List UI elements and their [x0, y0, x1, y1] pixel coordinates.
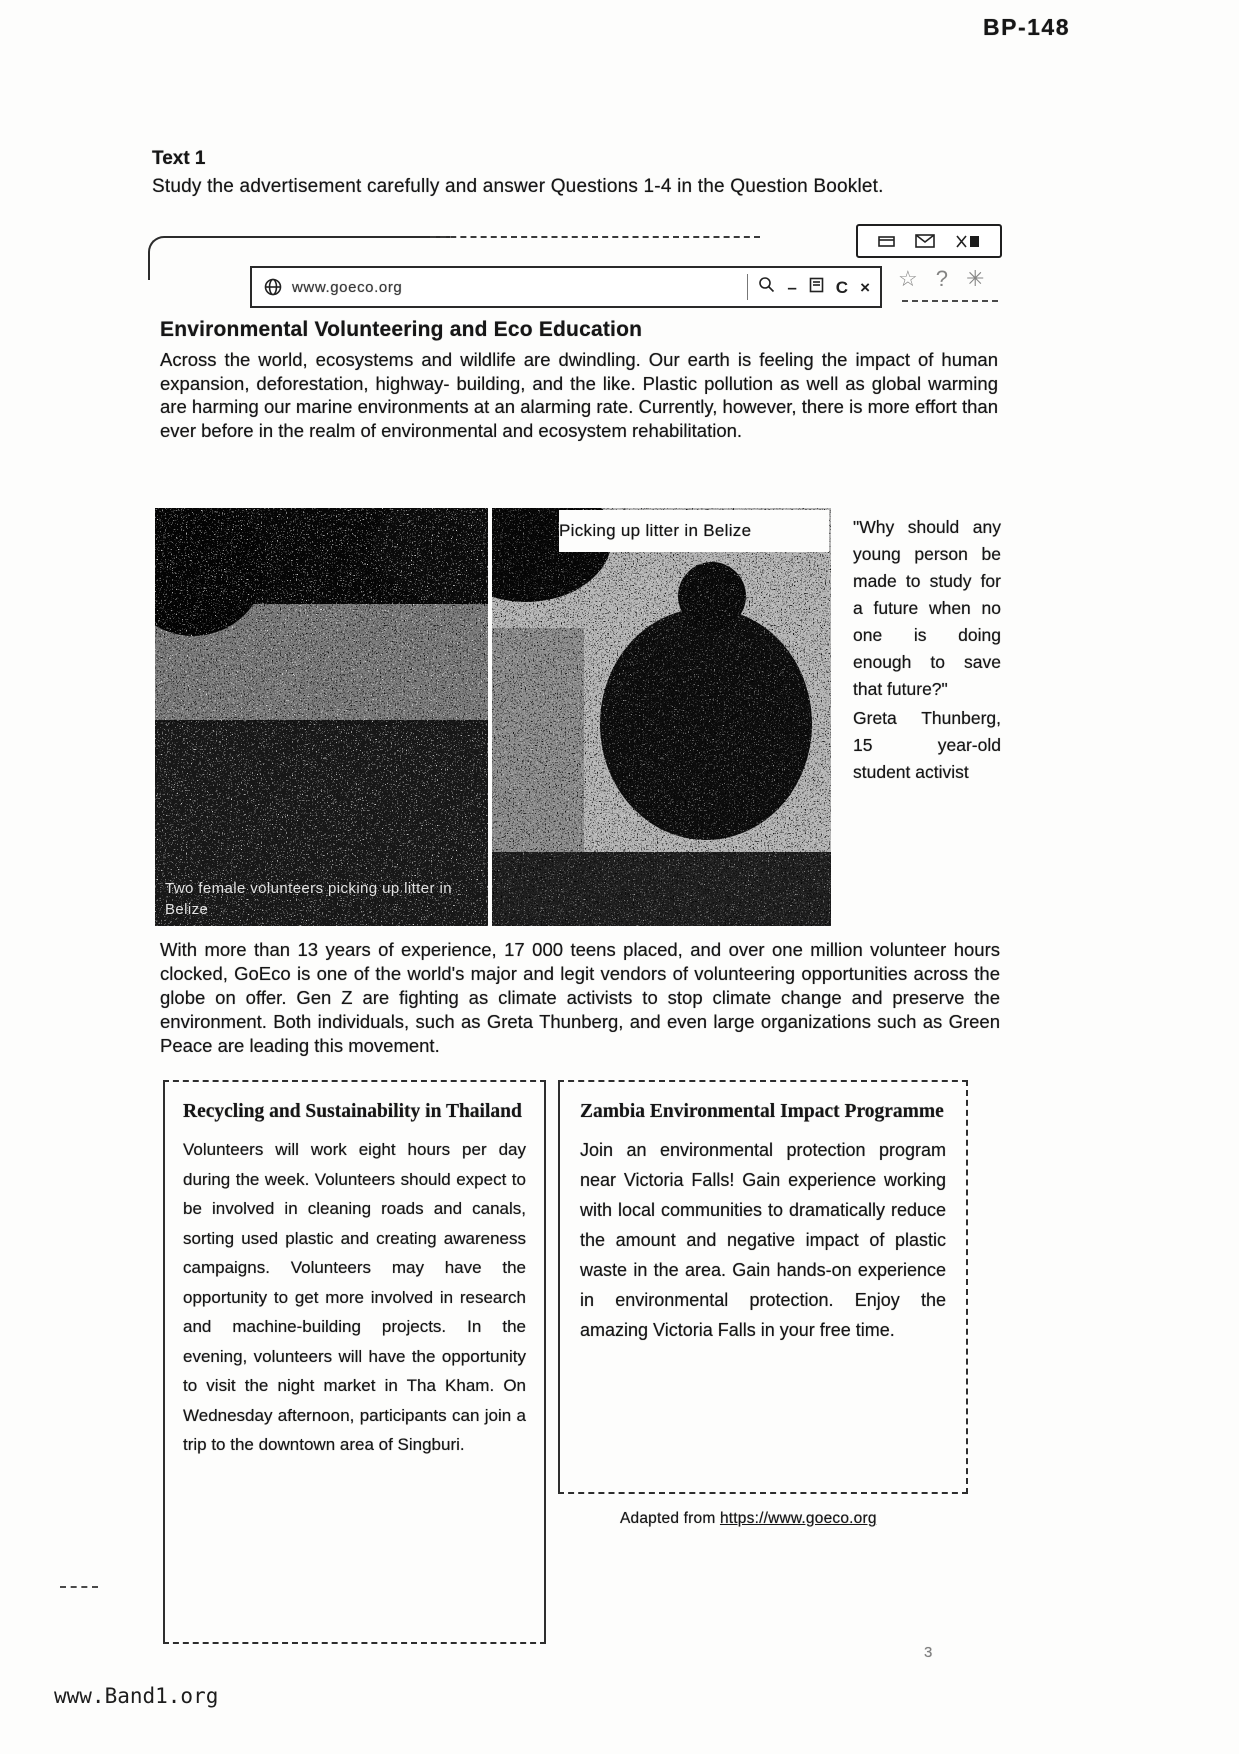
mail-icon	[915, 234, 935, 248]
refresh-icon: C	[835, 277, 849, 297]
source-prefix: Adapted from	[620, 1510, 716, 1527]
program-box-zambia	[558, 1080, 968, 1494]
minimize-icon	[878, 234, 896, 248]
article-heading: Environmental Volunteering and Eco Education	[160, 318, 643, 341]
photo-caption-text: Picking up litter in Belize	[559, 521, 752, 540]
photo-belize	[492, 508, 831, 926]
address-bar	[250, 266, 882, 308]
close-icon	[955, 234, 981, 249]
page-icon	[809, 277, 824, 298]
help-icon: ?	[935, 266, 948, 291]
photo-collage	[155, 508, 831, 926]
program-title-zambia: Zambia Environmental Impact Programme	[580, 1101, 944, 1122]
search-icon	[758, 276, 775, 298]
scan-artifact	[902, 300, 998, 302]
source-note	[620, 1510, 877, 1528]
program-body-zambia: Join an environmental protection program near Victoria Falls! Gain experience working with local communities to dramatically reduce the amount and negative impact of plastic waste in the area. Gain hands-on experience in environmental protection. Enjoy the amazing Victoria Falls in your free time.	[580, 1140, 946, 1340]
program-title-thailand: Recycling and Sustainability in Thailand	[183, 1101, 522, 1122]
window-controls	[856, 224, 1002, 258]
quote-text: "Why should any young person be made to study for a future when no one is doing enough to save that future?"	[853, 517, 1001, 699]
article-intro: Across the world, ecosystems and wildlife are dwindling. Our earth is feeling the impact of human expansion, deforestation, highway- building, and the like. Plastic pollution as well as global warming are harming our marine environments at an alarming rate. Currently, however, there is more effort than ever before in the realm of environmental and ecosystem rehabilitation.	[160, 349, 998, 441]
photo-volunteers	[155, 508, 488, 926]
watermark: www.Band1.org	[54, 1684, 219, 1708]
program-body-thailand: Volunteers will work eight hours per day during the week. Volunteers should expect to be involved in cleaning roads and canals, sorting used plastic and creating awareness campaigns. Volunteers may have the opportunity to get more involved in research and machine-building projects. In the evening, volunteers will have the opportunity to visit the night market in Tha Kham. On Wednesday afternoon, participants can join a trip to the downtown area of Singburi.	[183, 1140, 526, 1454]
url-text: www.goeco.org	[292, 278, 403, 296]
star-icon: ☆	[898, 266, 918, 291]
doc-code: BP-148	[983, 14, 1070, 40]
pull-quote	[853, 514, 1001, 786]
exam-instruction: Study the advertisement carefully and answer Questions 1-4 in the Question Booklet.	[152, 176, 884, 197]
page-number: 3	[924, 1644, 933, 1661]
source-url: https://www.goeco.org	[719, 1510, 877, 1527]
globe-icon	[264, 278, 282, 296]
photo-caption	[559, 510, 829, 552]
settings-flower-icon: ✳	[965, 266, 985, 291]
browser-window-frame-dash	[430, 236, 760, 238]
article-body: With more than 13 years of experience, 17 000 teens placed, and over one million volunteer hours clocked, GoEco is one of the world's major and legit vendors of volunteering opportunities across the globe on offer. Gen Z are fighting as climate activists to stop climate change and preserve the environment. Both individuals, such as Greta Thunberg, and even large organizations such as Green Peace are leading this movement.	[160, 939, 1000, 1056]
photo-overlay-caption: Two female volunteers picking up litter in Belize	[165, 880, 452, 918]
program-box-thailand	[163, 1080, 546, 1644]
address-bar-buttons	[747, 274, 880, 301]
scan-artifact	[60, 1586, 98, 1588]
dropdown-icon: –	[787, 277, 797, 297]
stop-icon: ×	[860, 277, 870, 297]
text-label: Text 1	[152, 148, 206, 169]
browser-side-icons	[898, 266, 984, 292]
quote-attribution: Greta Thunberg, 15 year-old student activist	[853, 708, 1001, 782]
